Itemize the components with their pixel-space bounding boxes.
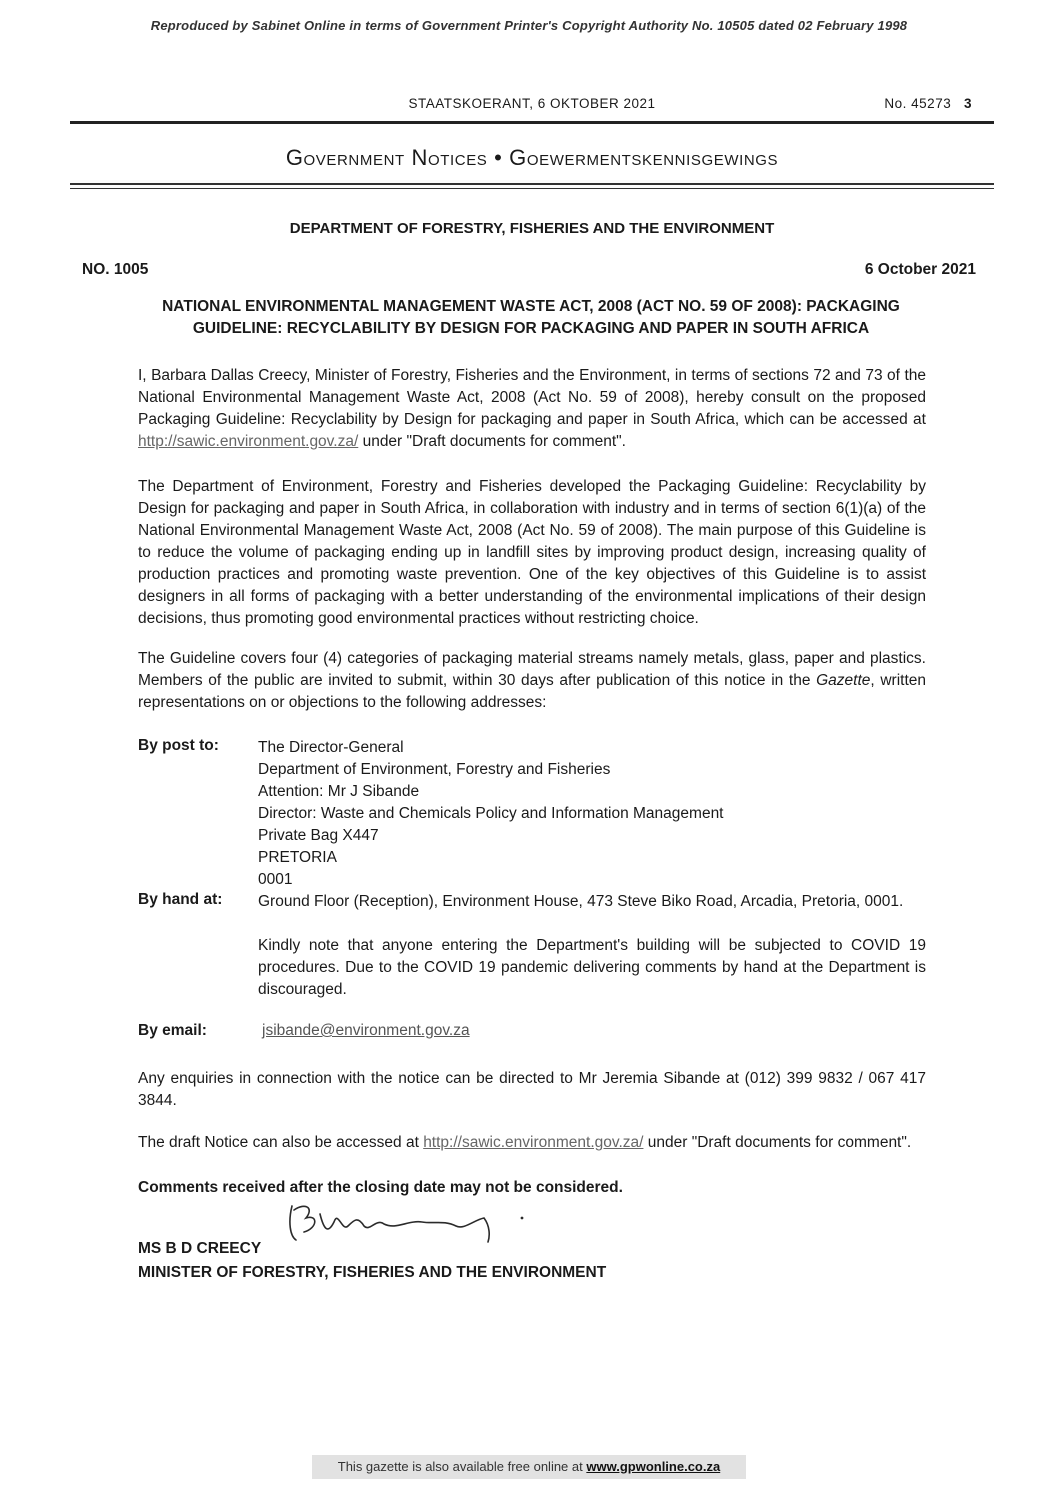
notice-number-row xyxy=(82,261,976,279)
sawic-link[interactable]: http://sawic.environment.gov.za/ xyxy=(138,433,359,450)
address-line: PRETORIA xyxy=(258,849,337,866)
by-hand-label: By hand at: xyxy=(138,891,223,908)
notice-date: 6 October 2021 xyxy=(864,261,976,278)
signature-image xyxy=(284,1196,534,1248)
paragraph-3: The Guideline covers four (4) categories of packaging material streams namely metals, glass, paper and plastics. Members of the public are invited to submit, within 30 days after publication of this notice in the Gazette, written representations on or objections to the following addresses: xyxy=(138,650,926,711)
signatory-title: MINISTER OF FORESTRY, FISHERIES AND THE ENVIRONMENT xyxy=(138,1264,607,1281)
header-divider xyxy=(70,121,994,124)
by-post-label: By post to: xyxy=(138,737,219,754)
address-line: Attention: Mr J Sibande xyxy=(258,783,420,800)
section-divider xyxy=(70,183,994,185)
paragraph-1: I, Barbara Dallas Creecy, Minister of Forestry, Fisheries and the Environment, in terms of sections 72 and 73 of the National Environmental Management Waste Act, 2008 (Act No. 59 of 2008), hereby consult on the proposed Packaging Guideline: Recyclability by Design for packaging and paper in South Africa, which can be accessed at http://sawic.environment.gov.za/ under "Draft documents for comment". xyxy=(138,367,926,450)
notice-title: NATIONAL ENVIRONMENTAL MANAGEMENT WASTE ACT, 2008 (ACT NO. 59 OF 2008): PACKAGING GUIDELINE: RECYCLABILITY BY DESIGN FOR PACKAGING AND PAPER IN SOUTH AFRICA xyxy=(162,298,900,337)
gpwonline-link[interactable]: www.gpwonline.co.za xyxy=(586,1459,721,1474)
covid-note: Kindly note that anyone entering the Department's building will be subjected to COVID 19 procedures. Due to the COVID 19 pandemic delivering comments by hand at the Department is discouraged. xyxy=(258,937,926,998)
address-line: The Director-General xyxy=(258,739,404,756)
page-number: 3 xyxy=(963,96,972,111)
postal-address xyxy=(258,737,926,891)
footer-banner: This gazette is also available free online at www.gpwonline.co.za xyxy=(312,1455,746,1479)
address-line: 0001 xyxy=(258,871,293,888)
reproduction-notice: Reproduced by Sabinet Online in terms of Government Printer's Copyright Authority No. 10505 dated 02 February 1998 xyxy=(150,18,908,33)
enquiries-paragraph: Any enquiries in connection with the notice can be directed to Mr Jeremia Sibande at (012) 399 9832 / 067 417 3844. xyxy=(138,1070,926,1109)
sawic-link-2[interactable]: http://sawic.environment.gov.za/ xyxy=(423,1134,644,1151)
signatory-name: MS B D CREECY xyxy=(138,1240,262,1257)
email-link[interactable]: jsibande@environment.gov.za xyxy=(262,1022,470,1039)
paragraph-2: The Department of Environment, Forestry and Fisheries developed the Packaging Guideline: Recyclability by Design for packaging and paper in South Africa, in collaboration with industry and in terms of section 6(1)(a) of the National Environmental Management Waste Act, 2008 (Act No. 59 of 2008). The main purpose of this Guideline is to reduce the volume of packaging ending up in landfill sites by improving product design, increasing quality of production practices and promoting waste prevention. One of the key objectives of this Guideline is to assist designers in all forms of packaging with a better understanding of the environmental implications of their design decisions, thus promoting good environmental practices without restricting choice. xyxy=(138,478,926,627)
notice-number: NO. 1005 xyxy=(82,261,149,278)
draft-notice-paragraph: The draft Notice can also be accessed at http://sawic.environment.gov.za/ under "Draft documents for comment". xyxy=(138,1134,912,1151)
address-line: Private Bag X447 xyxy=(258,827,379,844)
closing-statement: Comments received after the closing date may not be considered. xyxy=(138,1179,623,1196)
gazette-name-date: STAATSKOERANT, 6 OKTOBER 2021 xyxy=(408,96,656,111)
by-email-label: By email: xyxy=(138,1022,207,1039)
gazette-number: No. 45273 3 xyxy=(884,96,972,111)
section-title: Government Notices • Goewermentskennisgewings xyxy=(285,145,779,170)
hand-delivery-address: Ground Floor (Reception), Environment House, 473 Steve Biko Road, Arcadia, Pretoria, 0001. xyxy=(258,893,904,910)
address-line: Department of Environment, Forestry and Fisheries xyxy=(258,761,611,778)
address-line: Director: Waste and Chemicals Policy and Information Management xyxy=(258,805,724,822)
department-heading: DEPARTMENT OF FORESTRY, FISHERIES AND THE ENVIRONMENT xyxy=(289,220,775,237)
section-divider-thin xyxy=(70,188,994,189)
